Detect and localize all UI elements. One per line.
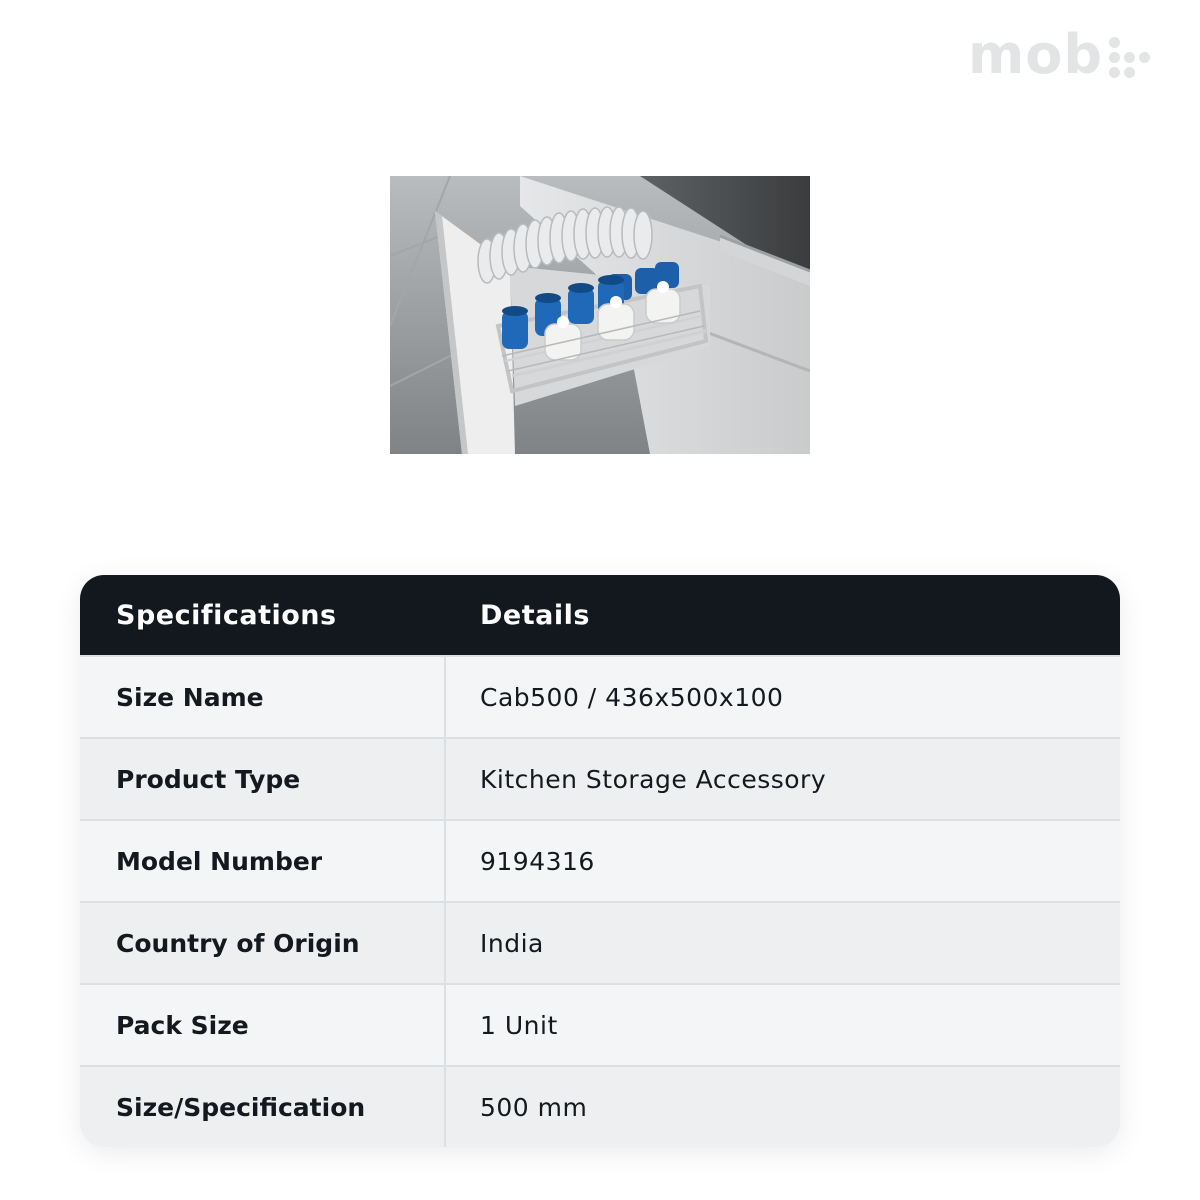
table-header	[80, 575, 1120, 655]
specifications-table	[80, 575, 1120, 1147]
brand-logo[interactable]	[967, 23, 1150, 86]
table-row	[80, 655, 1120, 737]
spec-value-country-of-origin: India	[480, 928, 544, 958]
drawer-basket-illustration	[390, 176, 810, 454]
spec-key-country-of-origin: Country of Origin	[80, 903, 446, 983]
spec-value-model-number: 9194316	[480, 846, 595, 876]
spec-value-size-name: Cab500 / 436x500x100	[480, 682, 784, 712]
spec-key-model-number: Model Number	[80, 821, 446, 901]
spec-value-pack-size: 1 Unit	[480, 1010, 558, 1040]
table-row	[80, 901, 1120, 983]
product-image	[390, 176, 810, 454]
spec-key-size-name: Size Name	[80, 657, 446, 737]
table-row	[80, 1065, 1120, 1147]
spec-value-product-type: Kitchen Storage Accessory	[480, 764, 827, 794]
spec-key-pack-size: Pack Size	[80, 985, 446, 1065]
table-row	[80, 819, 1120, 901]
table-row	[80, 983, 1120, 1065]
header-specifications: Specifications	[116, 599, 337, 631]
spec-value-size-specification: 500 mm	[480, 1092, 588, 1122]
brand-logo-text: mob	[967, 23, 1103, 86]
header-details: Details	[480, 599, 590, 631]
spec-key-product-type: Product Type	[80, 739, 446, 819]
spec-key-size-specification: Size/Specification	[80, 1067, 446, 1147]
table-row	[80, 737, 1120, 819]
dot-grid-icon	[1109, 37, 1150, 78]
